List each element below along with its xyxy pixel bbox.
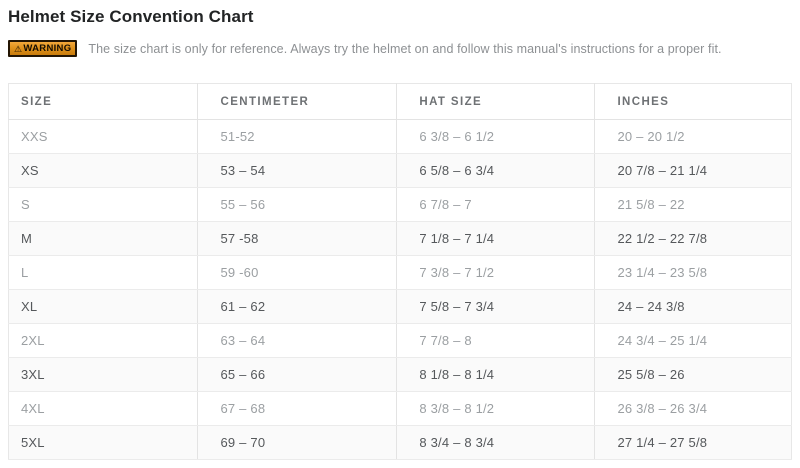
cell-centimeter: 63 – 64 <box>198 324 397 358</box>
cell-hat-size: 7 7/8 – 8 <box>397 324 595 358</box>
cell-inches: 24 3/4 – 25 1/4 <box>595 324 792 358</box>
cell-hat-size: 8 1/8 – 8 1/4 <box>397 358 595 392</box>
cell-centimeter: 67 – 68 <box>198 392 397 426</box>
warning-badge <box>8 40 77 57</box>
page-title: Helmet Size Convention Chart <box>8 7 254 26</box>
cell-hat-size: 6 7/8 – 7 <box>397 188 595 222</box>
cell-inches: 25 5/8 – 26 <box>595 358 792 392</box>
cell-hat-size: 6 3/8 – 6 1/2 <box>397 120 595 154</box>
size-table-header <box>9 84 792 120</box>
table-row <box>9 426 792 460</box>
cell-hat-size: 6 5/8 – 6 3/4 <box>397 154 595 188</box>
cell-size: 5XL <box>9 426 198 460</box>
cell-hat-size: 7 3/8 – 7 1/2 <box>397 256 595 290</box>
cell-size: M <box>9 222 198 256</box>
cell-size: L <box>9 256 198 290</box>
cell-size: 2XL <box>9 324 198 358</box>
cell-inches: 23 1/4 – 23 5/8 <box>595 256 792 290</box>
cell-inches: 21 5/8 – 22 <box>595 188 792 222</box>
cell-centimeter: 65 – 66 <box>198 358 397 392</box>
warning-badge-label: WARNING <box>23 43 72 54</box>
warning-text: The size chart is only for reference. Always try the helmet on and follow this manual's instructions for a proper fit. <box>88 41 722 56</box>
cell-hat-size: 8 3/8 – 8 1/2 <box>397 392 595 426</box>
cell-hat-size: 8 3/4 – 8 3/4 <box>397 426 595 460</box>
table-row <box>9 188 792 222</box>
table-row <box>9 324 792 358</box>
table-row <box>9 290 792 324</box>
cell-hat-size: 7 5/8 – 7 3/4 <box>397 290 595 324</box>
table-row <box>9 154 792 188</box>
table-row <box>9 120 792 154</box>
column-header-size: SIZE <box>9 84 198 120</box>
helmet-size-table <box>8 83 792 460</box>
column-header-centimeter: CENTIMETER <box>198 84 397 120</box>
table-row <box>9 222 792 256</box>
cell-centimeter: 51-52 <box>198 120 397 154</box>
cell-size: 4XL <box>9 392 198 426</box>
warning-triangle-icon: ⚠ <box>14 43 23 54</box>
cell-size: XL <box>9 290 198 324</box>
cell-inches: 27 1/4 – 27 5/8 <box>595 426 792 460</box>
size-table-body <box>9 120 792 460</box>
cell-inches: 26 3/8 – 26 3/4 <box>595 392 792 426</box>
cell-centimeter: 59 -60 <box>198 256 397 290</box>
cell-centimeter: 53 – 54 <box>198 154 397 188</box>
header-row <box>9 84 792 120</box>
table-row <box>9 256 792 290</box>
cell-size: 3XL <box>9 358 198 392</box>
cell-hat-size: 7 1/8 – 7 1/4 <box>397 222 595 256</box>
cell-centimeter: 55 – 56 <box>198 188 397 222</box>
table-row <box>9 392 792 426</box>
cell-size: XS <box>9 154 198 188</box>
warning-row <box>8 40 792 57</box>
cell-inches: 20 – 20 1/2 <box>595 120 792 154</box>
cell-centimeter: 61 – 62 <box>198 290 397 324</box>
column-header-inches: INCHES <box>595 84 792 120</box>
cell-inches: 20 7/8 – 21 1/4 <box>595 154 792 188</box>
table-row <box>9 358 792 392</box>
cell-centimeter: 69 – 70 <box>198 426 397 460</box>
cell-inches: 22 1/2 – 22 7/8 <box>595 222 792 256</box>
cell-centimeter: 57 -58 <box>198 222 397 256</box>
column-header-hat-size: HAT SIZE <box>397 84 595 120</box>
cell-size: XXS <box>9 120 198 154</box>
cell-size: S <box>9 188 198 222</box>
cell-inches: 24 – 24 3/8 <box>595 290 792 324</box>
